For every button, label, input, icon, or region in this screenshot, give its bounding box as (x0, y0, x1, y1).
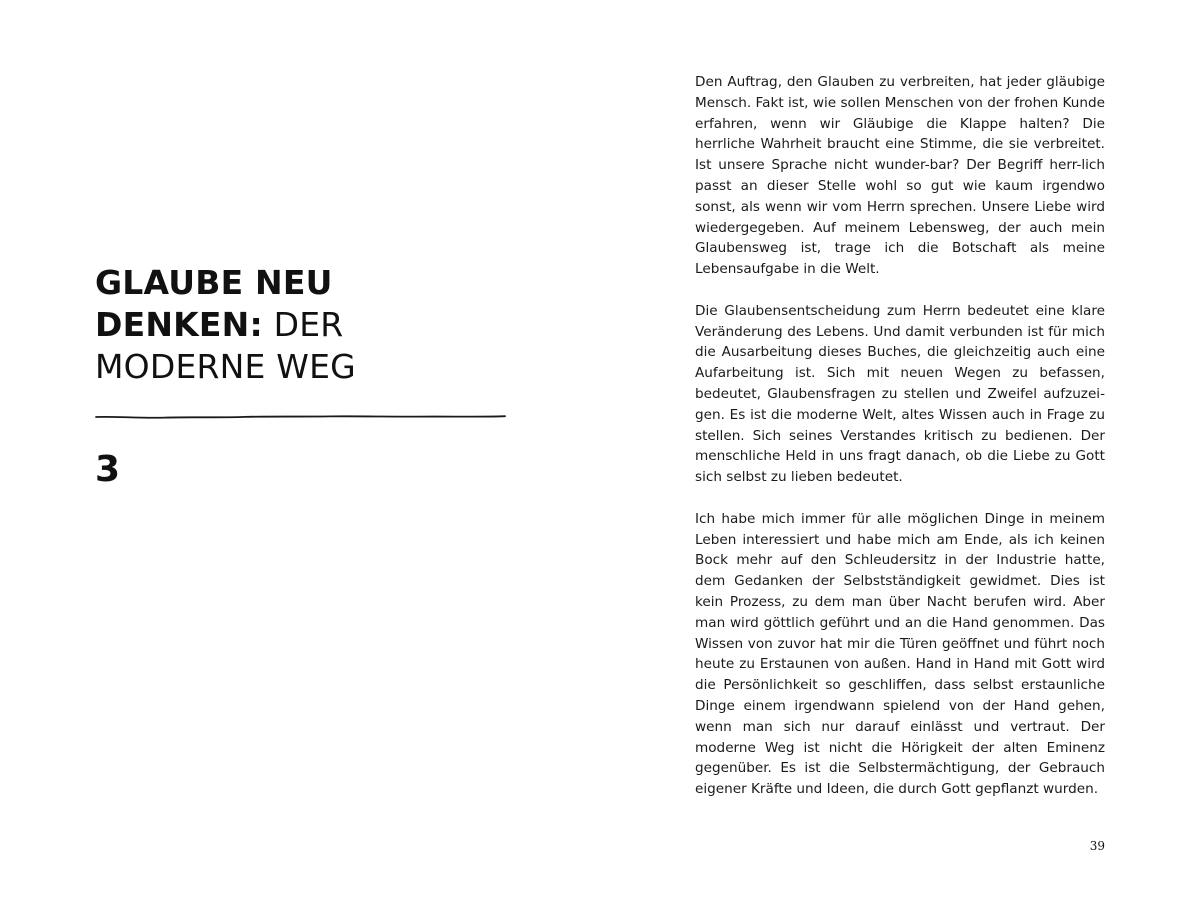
page-number: 39 (1089, 839, 1105, 853)
hand-drawn-divider (95, 410, 507, 422)
chapter-title-regular-line3: MODERNE WEG (95, 347, 356, 386)
paragraph: Ich habe mich immer für alle möglichen Dinge in meinem Leben interessiert und habe mich am Ende, als ich keinen Bock mehr auf den Schleudersitz in der Industrie hatte, dem Gedanken der Selbstständigkeit gewidmet. Dies ist kein Prozess, zu dem man über Nacht berufen wird. Aber man wird göttlich geführt und an die Hand genommen. Das Wissen von zuvor hat mir die Türen geöffnet und führt noch heute zu Erstaunen von außen. Hand in Hand mit Gott wird die Persönlichkeit so geschliffen, dass selbst erstaunliche Dinge einem irgendwann spielend von der Hand gehen, wenn man sich nur darauf einlässt und vertraut. Der moderne Weg ist nicht die Hörigkeit der alten Eminenz gegenüber. Es ist die Selbstermächtigung, der Gebrauch eigener Kräfte und Ideen, die durch Gott gepflanzt wurden. (695, 510, 1105, 798)
chapter-title-bold-line1: GLAUBE NEU (95, 263, 333, 302)
chapter-title (95, 262, 515, 388)
body-text (695, 72, 1105, 821)
chapter-number: 3 (95, 449, 121, 490)
paragraph: Die Glaubensentscheidung zum Herrn bedeutet eine klare Veränderung des Lebens. Und damit verbunden ist für mich die Ausarbeitung dieses Buches, die gleichzeitig auch eine Aufarbeitung ist. Sich mit neuen Wegen zu befassen, bedeutet, Glaubensfragen zu stellen und Zweifel aufzuzeigen. Es ist die moderne Welt, altes Wissen auch in Frage zu stellen. Sich seines Verstandes kritisch zu bedienen. Der menschliche Held in uns fragt danach, ob die Liebe zu Gott sich selbst zu lieben bedeutet. (695, 302, 1105, 486)
paragraph: Den Auftrag, den Glauben zu verbreiten, hat jeder gläubige Mensch. Fakt ist, wie sollen Menschen von der frohen Kunde erfahren, wenn wir Gläubige die Klappe halten? Die herrliche Wahrheit braucht eine Stimme, die sie verbreitet. Ist unsere Sprache nicht wunder-bar? Der Begriff herr-lich passt an dieser Stelle wohl so gut wie kaum irgendwo sonst, als wenn wir vom Herrn sprechen. Unsere Liebe wird wiedergegeben. Auf meinem Lebensweg, der auch mein Glaubensweg ist, trage ich die Botschaft als meine Lebensaufgabe in die Welt. (695, 74, 1105, 278)
chapter-title-bold-line2: DENKEN: (95, 305, 263, 344)
chapter-title-regular-line2: DER (262, 305, 344, 344)
right-page (600, 0, 1200, 919)
